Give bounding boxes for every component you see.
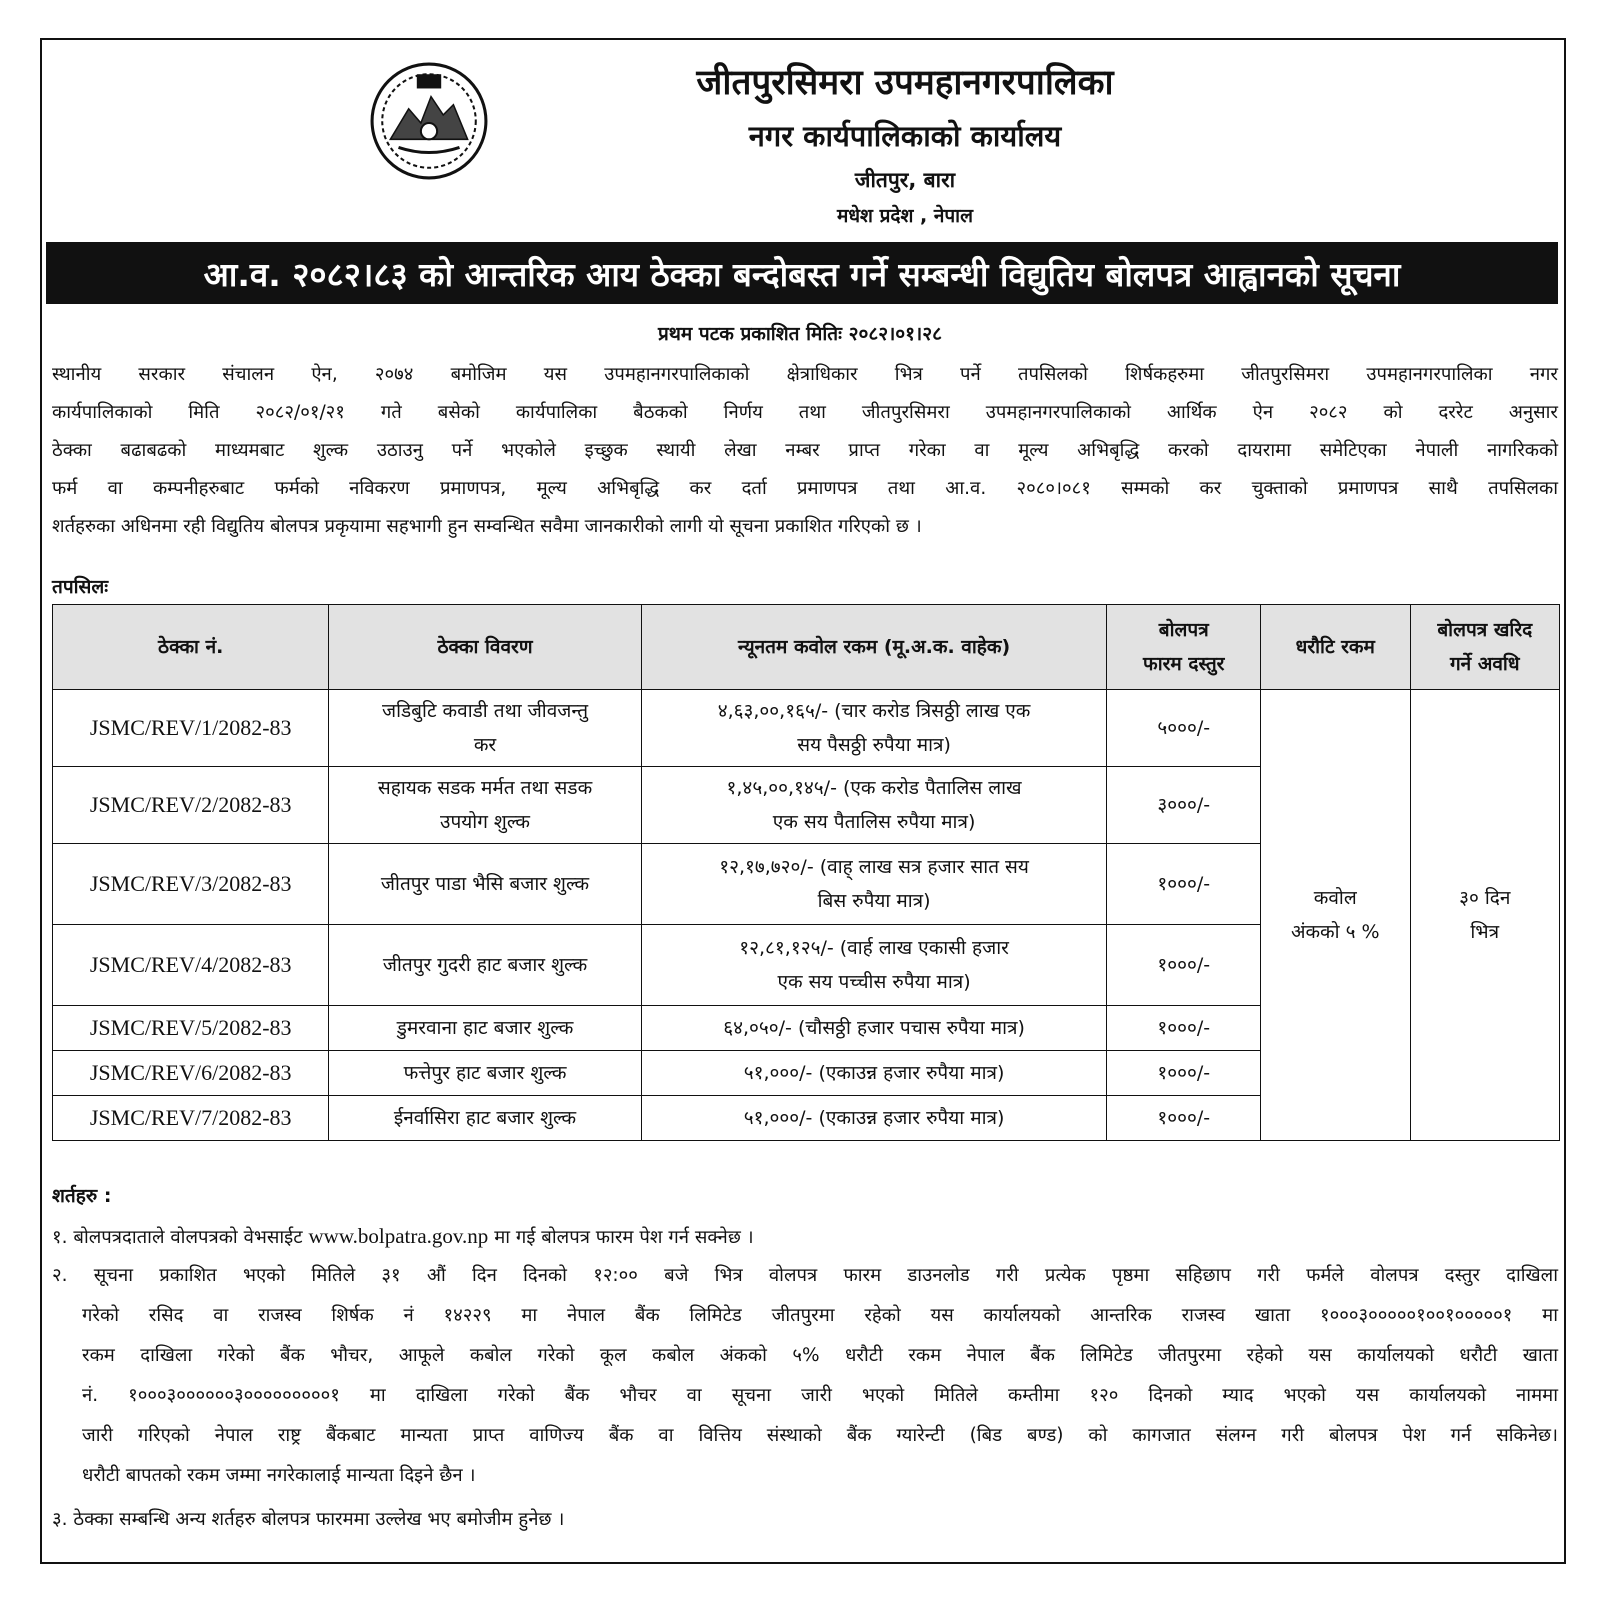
contract-no: JSMC/REV/4/2082-83 — [53, 925, 329, 1006]
condition-line: रकम दाखिला गरेको बैंक भौचर, आफूले कबोल गरेको कूल कबोल अंकको ५% धरौटी रकम नेपाल बैंक लिमिटेड जीतपुरमा रहेको यस कार्यालयको धरौटी खाता — [82, 1345, 1558, 1366]
purchase-period-value: ३० दिन भित्र — [1410, 690, 1560, 1141]
table-header-row — [53, 605, 1560, 690]
condition-line: नं. १०००३००००००३०००००००००१ मा दाखिला गरेको बैंक भौचर वा सूचना जारी भएको मितिले कम्तीमा १२० दिनको म्याद भएको यस कार्यालयको नाममा — [82, 1385, 1558, 1406]
intro-line: शर्तहरुका अधिनमा रही विद्युतिय बोलपत्र प्रकृयामा सहभागी हुन सम्वन्धित सवैमा जानकारीको लागी यो सूचना प्रकाशित गरिएको छ । — [52, 516, 922, 537]
tapasil-label: तपसिलः — [52, 576, 109, 598]
contract-description: जडिबुटि कवाडी तथा जीवजन्तु कर — [329, 690, 641, 767]
min-bid-amount: ४,६३,००,१६५/- (चार करोड त्रिसठ्ठी लाख एक सय पैसठ्ठी रुपैया मात्र) — [641, 690, 1107, 767]
min-bid-amount: ६४,०५०/- (चौसठ्ठी हजार पचास रुपैया मात्र) — [641, 1006, 1107, 1051]
contract-no: JSMC/REV/5/2082-83 — [53, 1006, 329, 1051]
contract-no: JSMC/REV/6/2082-83 — [53, 1051, 329, 1096]
condition-1: १. बोलपत्रदाताले वोलपत्रको वेभसाईट www.bolpatra.gov.np मा गई बोलपत्र फारम पेश गर्न सक्नेछ । — [52, 1224, 754, 1248]
contract-description: ईनर्वासिरा हाट बजार शुल्क — [329, 1096, 641, 1141]
min-bid-amount: १,४५,००,१४५/- (एक करोड पैतालिस लाख एक सय पैतालिस रुपैया मात्र) — [641, 767, 1107, 844]
contract-no: JSMC/REV/2/2082-83 — [53, 767, 329, 844]
min-bid-amount: ५१,०००/- (एकाउन्न हजार रुपैया मात्र) — [641, 1051, 1107, 1096]
intro-line: फर्म वा कम्पनीहरुबाट फर्मको नविकरण प्रमाणपत्र, मूल्य अभिबृद्धि कर दर्ता प्रमाणपत्र तथा आ.व. २०८०।०८१ सम्मको कर चुक्ताको प्रमाणपत्र साथै तपसिलका — [52, 478, 1558, 499]
header-form-fee: बोलपत्र फारम दस्तुर — [1107, 605, 1261, 690]
contracts-table — [52, 604, 1560, 1141]
form-fee: ३०००/- — [1107, 767, 1261, 844]
form-fee: ५०००/- — [1107, 690, 1261, 767]
intro-line: ठेक्का बढाबढको माध्यमबाट शुल्क उठाउनु पर्ने भएकोले इच्छुक स्थायी लेखा नम्बर प्राप्त गरेका वा मूल्य अभिबृद्धि करको दायरामा समेटिएका नेपाली नागरिकको — [52, 440, 1558, 461]
contract-description: सहायक सडक मर्मत तथा सडक उपयोग शुल्क — [329, 767, 641, 844]
min-bid-amount: ५१,०००/- (एकाउन्न हजार रुपैया मात्र) — [641, 1096, 1107, 1141]
intro-line: स्थानीय सरकार संचालन ऐन, २०७४ बमोजिम यस उपमहानगरपालिकाको क्षेत्राधिकार भित्र पर्ने तपसिलको शिर्षकहरुमा जीतपुरसिमरा उपमहानगरपालिका नगर — [52, 364, 1558, 385]
condition-line: जारी गरिएको नेपाल राष्ट्र बैंकबाट मान्यता प्राप्त वाणिज्य बैंक वा वित्तिय संस्थाको बैंक ग्यारेन्टी (बिड बण्ड) को कागजात संलग्न गरी बोलपत्र पेश गर्न सकिनेछ। — [82, 1425, 1558, 1446]
header-min-bid: न्यूनतम कवोल रकम (मू.अ.क. वाहेक) — [641, 605, 1107, 690]
form-fee: १०००/- — [1107, 1096, 1261, 1141]
notice-title: आ.व. २०८२।८३ को आन्तरिक आय ठेक्का बन्दोबस्त गर्ने सम्बन्धी विद्युतिय बोलपत्र आह्वानको सूचना — [46, 242, 1558, 304]
bolpatra-website-link[interactable]: www.bolpatra.gov.np — [308, 1224, 489, 1248]
form-fee: १०००/- — [1107, 844, 1261, 925]
condition-line: गरेको रसिद वा राजस्व शिर्षक नं १४२२९ मा नेपाल बैंक लिमिटेड जीतपुरमा रहेको यस कार्यालयको आन्तरिक राजस्व खाता १०००३०००००१००१०००००१ मा — [82, 1305, 1558, 1326]
header-purchase-period: बोलपत्र खरिद गर्ने अवधि — [1410, 605, 1560, 690]
form-fee: १०००/- — [1107, 925, 1261, 1006]
contract-description: फत्तेपुर हाट बजार शुल्क — [329, 1051, 641, 1096]
contract-description: जीतपुर पाडा भैसि बजार शुल्क — [329, 844, 641, 925]
table-row — [53, 690, 1560, 767]
office-name: नगर कार्यपालिकाको कार्यालय — [748, 119, 1062, 153]
intro-paragraph — [52, 356, 1558, 546]
header-deposit: धरौटि रकम — [1261, 605, 1410, 690]
header-contract-no: ठेक्का नं. — [53, 605, 329, 690]
intro-line: कार्यपालिकाको मिति २०८२/०१/२१ गते बसेको कार्यपालिका बैठकको निर्णय तथा जीतपुरसिमरा उपमहानगरपालिकाको आर्थिक ऐन २०८२ को दररेट अनुसार — [52, 402, 1558, 423]
org-name: जीतपुरसिमरा उपमहानगरपालिका — [696, 63, 1114, 103]
header-description: ठेक्का विवरण — [329, 605, 641, 690]
office-province: मधेश प्रदेश , नेपाल — [837, 205, 973, 227]
deposit-value: कवोल अंकको ५ % — [1261, 690, 1410, 1141]
min-bid-amount: १२,१७,७२०/- (वाह् लाख सत्र हजार सात सय बिस रुपैया मात्र) — [641, 844, 1107, 925]
contract-no: JSMC/REV/1/2082-83 — [53, 690, 329, 767]
condition-3: ३. ठेक्का सम्बन्धि अन्य शर्तहरु बोलपत्र फारममा उल्लेख भए बमोजीम हुनेछ । — [52, 1509, 565, 1530]
conditions-label: शर्तहरु : — [52, 1185, 112, 1207]
contract-description: डुमरवाना हाट बजार शुल्क — [329, 1006, 641, 1051]
condition-2 — [52, 1256, 1558, 1496]
contract-no: JSMC/REV/7/2082-83 — [53, 1096, 329, 1141]
contract-description: जीतपुर गुदरी हाट बजार शुल्क — [329, 925, 641, 1006]
first-published-date: प्रथम पटक प्रकाशित मितिः २०८२।०१।२८ — [657, 323, 943, 345]
condition-line: धरौटी बापतको रकम जम्मा नगरेकालाई मान्यता दिइने छैन । — [82, 1465, 476, 1486]
condition-line: २. सूचना प्रकाशित भएको मितिले ३१ औं दिन दिनको १२:०० बजे भित्र वोलपत्र फारम डाउनलोड गरी प्रत्येक पृष्ठमा सहिछाप गरी फर्मले वोलपत्र दस्तुर दाखिला — [52, 1265, 1558, 1286]
min-bid-amount: १२,८१,१२५/- (वार्ह लाख एकासी हजार एक सय पच्चीस रुपैया मात्र) — [641, 925, 1107, 1006]
contract-no: JSMC/REV/3/2082-83 — [53, 844, 329, 925]
form-fee: १०००/- — [1107, 1006, 1261, 1051]
form-fee: १०००/- — [1107, 1051, 1261, 1096]
office-location: जीतपुर, बारा — [854, 168, 956, 192]
